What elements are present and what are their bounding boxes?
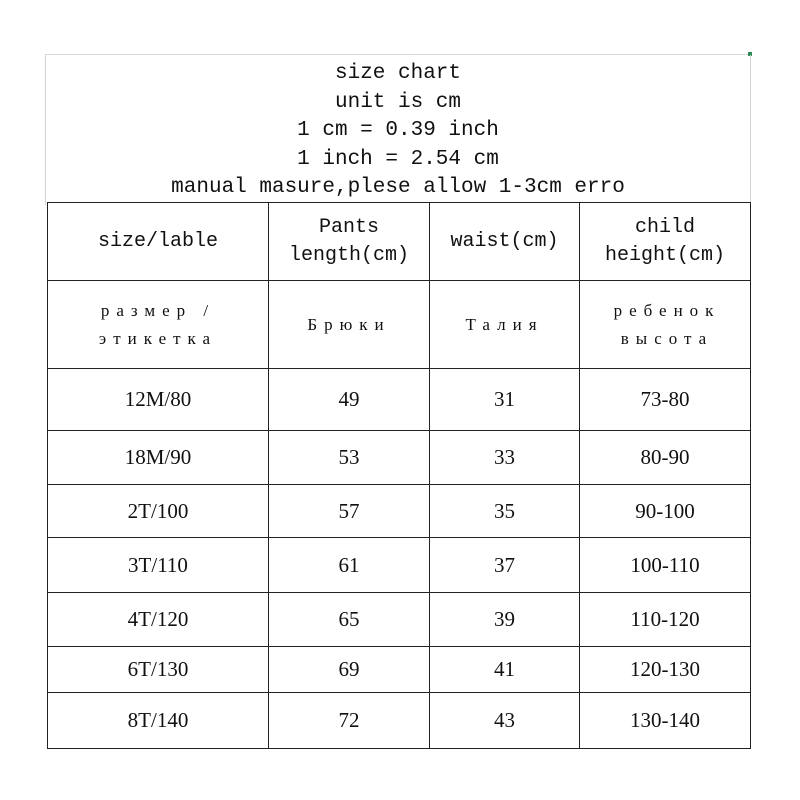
- sheet-gridline: [45, 54, 751, 55]
- pants-cell: 49: [269, 369, 430, 431]
- sheet-gridline-right: [750, 55, 751, 205]
- header-pants-length: Pants length(cm): [269, 203, 430, 281]
- header-row-en: [48, 203, 751, 281]
- header-waist: waist(cm): [430, 203, 580, 281]
- height-cell: 73-80: [580, 369, 751, 431]
- size-cell: 2T/100: [48, 485, 269, 538]
- size-cell: 4T/120: [48, 593, 269, 647]
- size-chart-title: [46, 60, 750, 203]
- header-size-label-ru: размер / этикетка: [48, 281, 269, 369]
- table-row: [48, 431, 751, 485]
- size-cell: 18M/90: [48, 431, 269, 485]
- pants-cell: 65: [269, 593, 430, 647]
- header-height-ru: ребенок высота: [580, 281, 751, 369]
- pants-cell: 69: [269, 647, 430, 693]
- size-table: [47, 202, 751, 749]
- table-row: [48, 693, 751, 749]
- waist-cell: 41: [430, 647, 580, 693]
- waist-cell: 31: [430, 369, 580, 431]
- size-cell: 3T/110: [48, 538, 269, 593]
- height-cell: 80-90: [580, 431, 751, 485]
- height-cell: 100-110: [580, 538, 751, 593]
- waist-cell: 33: [430, 431, 580, 485]
- title-line: 1 inch = 2.54 cm: [297, 147, 499, 171]
- waist-cell: 39: [430, 593, 580, 647]
- table-row: [48, 369, 751, 431]
- pants-cell: 72: [269, 693, 430, 749]
- header-waist-ru: Талия: [430, 281, 580, 369]
- header-pants-ru: Брюки: [269, 281, 430, 369]
- height-cell: 120-130: [580, 647, 751, 693]
- table-row: [48, 538, 751, 593]
- pants-cell: 53: [269, 431, 430, 485]
- waist-cell: 43: [430, 693, 580, 749]
- table-row: [48, 647, 751, 693]
- table-row: [48, 593, 751, 647]
- title-line: manual masure,plese allow 1-3cm erro: [171, 176, 625, 199]
- height-cell: 110-120: [580, 593, 751, 647]
- title-line: size chart: [334, 62, 462, 85]
- header-child-height: child height(cm): [580, 203, 751, 281]
- title-line: unit is cm: [334, 90, 462, 114]
- size-cell: 6T/130: [48, 647, 269, 693]
- table-row: [48, 485, 751, 538]
- waist-cell: 35: [430, 485, 580, 538]
- height-cell: 90-100: [580, 485, 751, 538]
- waist-cell: 37: [430, 538, 580, 593]
- header-row-ru: [48, 281, 751, 369]
- header-size-label: size/lable: [48, 203, 269, 281]
- size-cell: 8T/140: [48, 693, 269, 749]
- pants-cell: 57: [269, 485, 430, 538]
- size-cell: 12M/80: [48, 369, 269, 431]
- height-cell: 130-140: [580, 693, 751, 749]
- title-line: 1 cm = 0.39 inch: [297, 119, 499, 142]
- pants-cell: 61: [269, 538, 430, 593]
